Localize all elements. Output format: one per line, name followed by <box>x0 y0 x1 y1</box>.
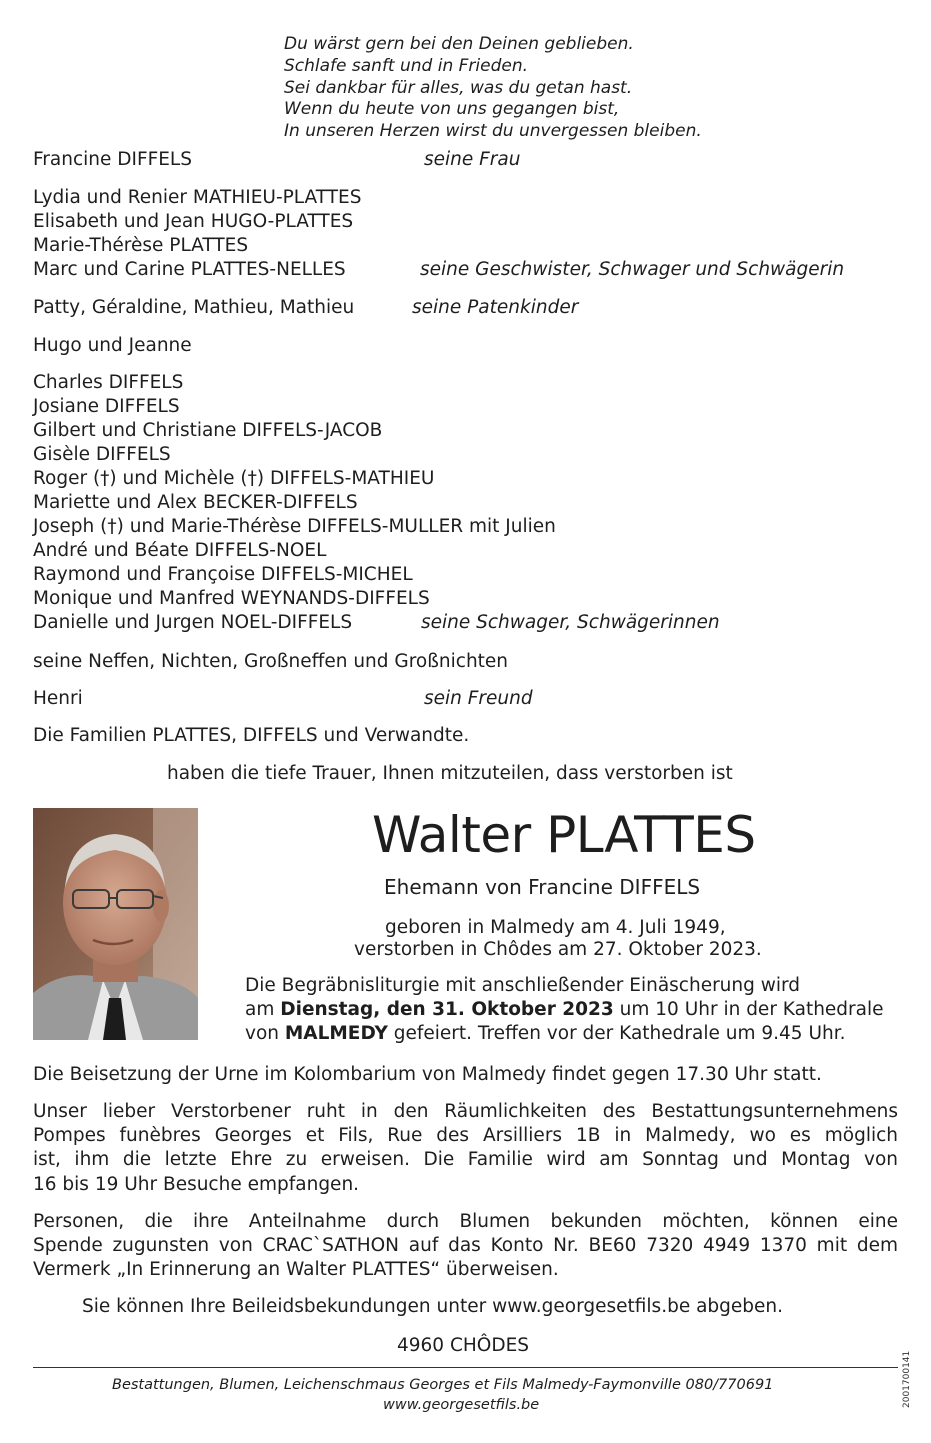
wife-relation: seine Frau <box>424 149 521 170</box>
inlaw-name: Gilbert und Christiane DIFFELS-JACOB <box>33 420 383 441</box>
footer-line-1: Bestattungen, Blumen, Leichenschmaus Georges et Fils Malmedy-Faymonville 080/770691 <box>112 1377 774 1393</box>
donation-line: Vermerk „In Erinnerung an Walter PLATTES“ überweisen. <box>33 1259 559 1281</box>
announcement: haben die tiefe Trauer, Ihnen mitzuteilen, dass verstorben ist <box>167 763 733 784</box>
poem-line: Wenn du heute von uns gegangen bist, <box>284 99 620 120</box>
viewing-line: ist, ihm die letzte Ehre zu erweisen. Die Familie wird am Sonntag und Montag von <box>33 1149 898 1171</box>
nephews-line: seine Neffen, Nichten, Großneffen und Großnichten <box>33 651 509 672</box>
friend-relation: sein Freund <box>424 688 533 709</box>
funeral-line-1: Die Begräbnisliturgie mit anschließender Einäscherung wird <box>245 975 801 996</box>
viewing-line: Unser lieber Verstorbener ruht in den Räumlichkeiten des Bestattungsunternehmens <box>33 1101 898 1122</box>
condolences-line: Sie können Ihre Beileidsbekundungen unter www.georgesetfils.be abgeben. <box>82 1296 784 1317</box>
donation-line: Spende zugunsten von CRAC`SATHON auf das Konto Nr. BE60 7320 4949 1370 mit dem <box>33 1235 898 1257</box>
inlaw-name: Joseph (†) und Marie-Thérèse DIFFELS-MULLER mit Julien <box>33 516 556 537</box>
poem <box>284 34 702 143</box>
poem-line: In unseren Herzen wirst du unvergessen bleiben. <box>284 121 702 142</box>
poem-line: Du wärst gern bei den Deinen geblieben. <box>284 34 634 54</box>
footer-line-2: www.georgesetfils.be <box>383 1397 540 1413</box>
funeral-line-2 <box>245 1001 884 1020</box>
godchildren-relation: seine Patenkinder <box>412 297 579 318</box>
funeral-line-3-post: gefeiert. Treffen vor der Kathedrale um 9.45 Uhr. <box>387 1023 846 1044</box>
footer-divider <box>33 1367 898 1368</box>
birth-line: geboren in Malmedy am 4. Juli 1949, <box>385 917 726 938</box>
inlaw-name: Gisèle DIFFELS <box>33 444 171 465</box>
poem-line: Sei dankbar für alles, was du getan hast. <box>284 77 633 98</box>
deceased-name: Walter PLATTES <box>372 806 756 864</box>
hugo-jeanne: Hugo und Jeanne <box>33 335 192 356</box>
inlaw-name: Mariette und Alex BECKER-DIFFELS <box>33 492 358 513</box>
friend-name: Henri <box>33 688 83 709</box>
inlaw-name: Josiane DIFFELS <box>33 396 180 417</box>
sibling-name: Marc und Carine PLATTES-NELLES <box>33 259 346 280</box>
inlaws-relation: seine Schwager, Schwägerinnen <box>421 612 720 633</box>
inlaw-name: Raymond und Françoise DIFFELS-MICHEL <box>33 564 413 585</box>
death-line: verstorben in Chôdes am 27. Oktober 2023. <box>354 939 762 960</box>
siblings-relation: seine Geschwister, Schwager und Schwägerin <box>420 259 845 280</box>
funeral-line-2-pre: am <box>245 999 281 1020</box>
inlaw-name: Danielle und Jurgen NOEL-DIFFELS <box>33 612 353 633</box>
donation-paragraph <box>33 1210 898 1283</box>
sibling-name: Lydia und Renier MATHIEU-PLATTES <box>33 187 362 208</box>
funeral-line-3-pre: von <box>245 1023 285 1044</box>
donation-line: Personen, die ihre Anteilnahme durch Blumen bekunden möchten, können eine <box>33 1211 898 1232</box>
wife-name: Francine DIFFELS <box>33 149 192 170</box>
sibling-name: Marie-Thérèse PLATTES <box>33 235 249 256</box>
sibling-name: Elisabeth und Jean HUGO-PLATTES <box>33 211 354 232</box>
funeral-line-2-post: um 10 Uhr in der Kathedrale <box>613 999 884 1020</box>
funeral-line-3 <box>245 1025 846 1044</box>
inlaw-name: Monique und Manfred WEYNANDS-DIFFELS <box>33 588 430 609</box>
inlaw-name: Charles DIFFELS <box>33 372 184 393</box>
urn-line: Die Beisetzung der Urne im Kolombarium von Malmedy findet gegen 17.30 Uhr statt. <box>33 1064 822 1085</box>
viewing-line: Pompes funèbres Georges et Fils, Rue des Arsilliers 1B in Malmedy, wo es möglich <box>33 1125 898 1147</box>
poem-line: Schlafe sanft und in Frieden. <box>284 55 529 76</box>
location: 4960 CHÔDES <box>397 1335 530 1356</box>
inlaw-name: Roger (†) und Michèle (†) DIFFELS-MATHIEU <box>33 468 435 489</box>
side-code: 2001700141 <box>902 1350 912 1408</box>
viewing-line: 16 bis 19 Uhr Besuche empfangen. <box>33 1173 360 1195</box>
deceased-spouse: Ehemann von Francine DIFFELS <box>384 875 701 899</box>
portrait-photo <box>33 808 198 1040</box>
families-line: Die Familien PLATTES, DIFFELS und Verwandte. <box>33 725 470 746</box>
funeral-place: MALMEDY <box>284 1023 388 1044</box>
inlaw-name: André und Béate DIFFELS-NOEL <box>33 540 327 561</box>
funeral-date: Dienstag, den 31. Oktober 2023 <box>280 999 614 1020</box>
viewing-paragraph <box>33 1100 898 1197</box>
godchildren-names: Patty, Géraldine, Mathieu, Mathieu <box>33 297 355 318</box>
